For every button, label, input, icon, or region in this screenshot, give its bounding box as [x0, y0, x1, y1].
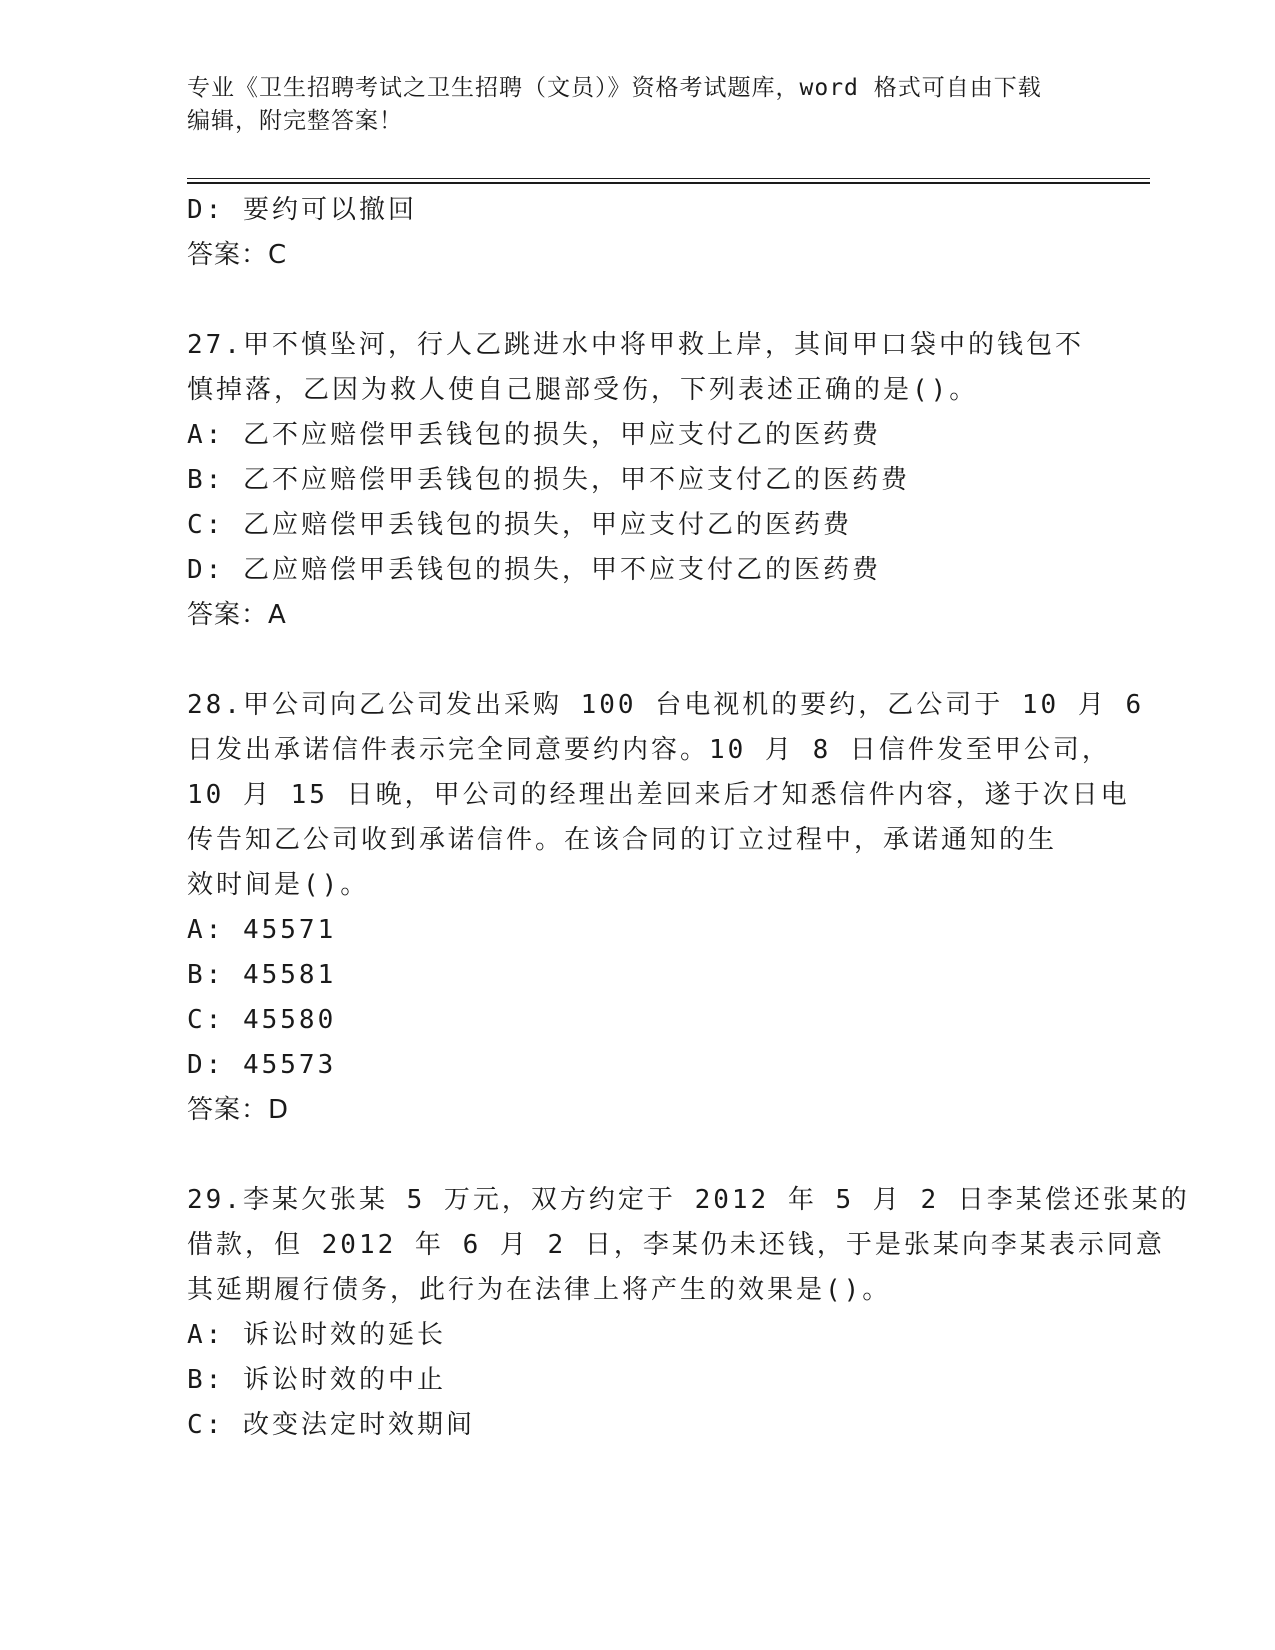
q29-option-a: A: 诉讼时效的延长 [187, 1320, 446, 1350]
q27-option-b: B: 乙不应赔偿甲丢钱包的损失，甲不应支付乙的医药费 [187, 465, 910, 495]
q28-stem-line: 效时间是()。 [187, 870, 370, 900]
header-rule-thick [187, 182, 1150, 184]
header-line-1: 专业《卫生招聘考试之卫生招聘（文员）》资格考试题库，word 格式可自由下载 [187, 75, 1042, 101]
q27-answer: 答案：A [187, 600, 287, 630]
q27-stem-line: 27.甲不慎坠河，行人乙跳进水中将甲救上岸，其间甲口袋中的钱包不 [187, 330, 1084, 360]
q27-option-c: C: 乙应赔偿甲丢钱包的损失，甲应支付乙的医药费 [187, 510, 852, 540]
question-list [187, 188, 1190, 1448]
q28-option-a: A: 45571 [187, 915, 337, 945]
q28-option-c: C: 45580 [187, 1005, 337, 1035]
spacer [187, 638, 1087, 683]
q27-option-a: A: 乙不应赔偿甲丢钱包的损失，甲应支付乙的医药费 [187, 420, 881, 450]
q28-stem-line: 传告知乙公司收到承诺信件。在该合同的订立过程中，承诺通知的生 [187, 825, 1058, 855]
q29-stem-line: 29.李某欠张某 5 万元，双方约定于 2012 年 5 月 2 日李某偿还张某的 [187, 1185, 1190, 1215]
q26-option-d: D: 要约可以撤回 [187, 195, 417, 225]
question-29 [187, 1178, 1190, 1448]
header-line-2: 编辑，附完整答案！ [187, 108, 403, 134]
q28-stem-line: 28.甲公司向乙公司发出采购 100 台电视机的要约，乙公司于 10 月 6 [187, 690, 1145, 720]
q26-answer: 答案：C [187, 240, 288, 270]
q27-option-d: D: 乙应赔偿甲丢钱包的损失，甲不应支付乙的医药费 [187, 555, 881, 585]
question-27 [187, 323, 1087, 638]
q28-option-b: B: 45581 [187, 960, 337, 990]
q28-option-d: D: 45573 [187, 1050, 337, 1080]
q29-stem-line: 借款，但 2012 年 6 月 2 日，李某仍未还钱，于是张某向李某表示同意 [187, 1230, 1165, 1260]
q28-answer: 答案：D [187, 1095, 290, 1125]
page-header [187, 72, 1087, 138]
spacer [187, 278, 1087, 323]
q29-option-b: B: 诉讼时效的中止 [187, 1365, 446, 1395]
question-26-tail [187, 188, 1087, 278]
q29-stem-line: 其延期履行债务，此行为在法律上将产生的效果是()。 [187, 1275, 892, 1305]
q27-stem-line: 慎掉落，乙因为救人使自己腿部受伤，下列表述正确的是()。 [187, 375, 979, 405]
q29-option-c: C: 改变法定时效期间 [187, 1410, 475, 1440]
q28-stem-line: 10 月 15 日晚，甲公司的经理出差回来后才知悉信件内容，遂于次日电 [187, 780, 1130, 810]
header-rule-thin [187, 178, 1150, 179]
question-28 [187, 683, 1145, 1133]
q28-stem-line: 日发出承诺信件表示完全同意要约内容。10 月 8 日信件发至甲公司， [187, 735, 1111, 765]
spacer [187, 1133, 1087, 1178]
